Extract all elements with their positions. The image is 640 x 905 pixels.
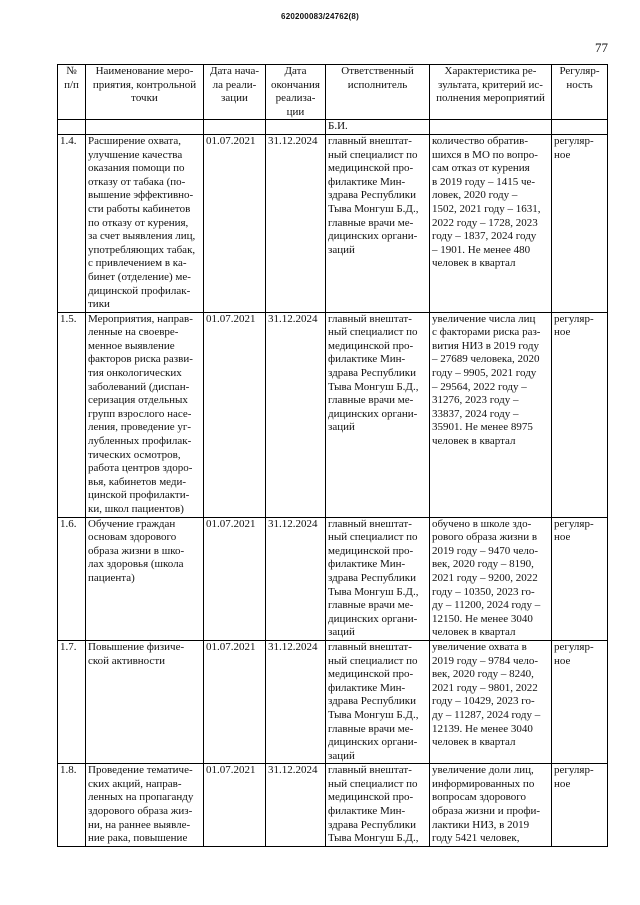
row-start-date: 01.07.2021 <box>204 134 266 312</box>
header-start-date: Дата нача- ла реали- зации <box>204 65 266 120</box>
row-regularity: регуляр- ное <box>552 517 608 640</box>
row-result: увеличение доли лиц, информированных по вопросам здорового образа жизни и профи- лактики НИЗ, в 2019 году 5421 человек, <box>430 764 552 847</box>
row-number: 1.5. <box>58 312 86 517</box>
page-number: 77 <box>595 40 608 55</box>
table-row-continuation <box>58 120 608 135</box>
row-result: увеличение охвата в 2019 году – 9784 чело- век, 2020 году – 8240, 2021 году – 9801, 2022 году – 10429, 2023 го- ду – 11287, 2024 году – 12139. Не менее 3040 человек в квартал <box>430 640 552 763</box>
header-result: Характеристика ре- зультата, критерий ис- полнения мероприятий <box>430 65 552 120</box>
table-header-row <box>58 65 608 120</box>
header-regularity: Регуляр- ность <box>552 65 608 120</box>
row-number: 1.7. <box>58 640 86 763</box>
row-number: 1.8. <box>58 764 86 847</box>
row-result: увеличение числа лиц с факторами риска раз- вития НИЗ в 2019 году – 27689 человека, 2020 году – 9905, 2021 году – 29564, 2022 году – 31276, 2023 году – 33837, 2024 году – 35901. Не менее 8975 человек в квартал <box>430 312 552 517</box>
row-start-date: 01.07.2021 <box>204 764 266 847</box>
row-number: 1.6. <box>58 517 86 640</box>
row-measure-name: Обучение граждан основам здорового образа жизни в шко- лах здоровья (школа пациента) <box>86 517 204 640</box>
table-row <box>58 312 608 517</box>
row-regularity: регуляр- ное <box>552 764 608 847</box>
row-executor: главный внештат- ный специалист по медицинской про- филактике Мин- здрава Республики Тыва Монгуш Б.Д., главные врачи ме- дицинских органи- заций <box>326 312 430 517</box>
header-executor: Ответственный исполнитель <box>326 65 430 120</box>
table-row <box>58 134 608 312</box>
header-name: Наименование меро- приятия, контрольной точки <box>86 65 204 120</box>
row-executor: главный внештат- ный специалист по медицинской про- филактике Мин- здрава Республики Тыва Монгуш Б.Д., главные врачи ме- дицинских органи- заций <box>326 517 430 640</box>
row-number: 1.4. <box>58 134 86 312</box>
row-measure-name: Проведение тематиче- ских акций, направ- ленных на пропаганду здорового образа жиз- ни, на раннее выявле- ние рака, повышение <box>86 764 204 847</box>
row-end-date: 31.12.2024 <box>266 517 326 640</box>
row-end-date: 31.12.2024 <box>266 640 326 763</box>
row-result: количество обратив- шихся в МО по вопро- сам отказ от курения в 2019 году – 1415 че- ловек, 2020 году – 1502, 2021 году – 1631, 2022 году – 1728, 2023 году – 1837, 2024 году – 1901. Не менее 480 человек в квартал <box>430 134 552 312</box>
row-start-date: 01.07.2021 <box>204 312 266 517</box>
table-row <box>58 517 608 640</box>
continuation-executor: Б.И. <box>326 120 430 135</box>
row-regularity: регуляр- ное <box>552 640 608 763</box>
row-regularity: регуляр- ное <box>552 134 608 312</box>
document-id: 620200083/24762(8) <box>281 12 359 21</box>
row-end-date: 31.12.2024 <box>266 134 326 312</box>
header-number: № п/п <box>58 65 86 120</box>
row-executor: главный внештат- ный специалист по медицинской про- филактике Мин- здрава Республики Тыва Монгуш Б.Д., главные врачи ме- дицинских органи- заций <box>326 640 430 763</box>
row-measure-name: Мероприятия, направ- ленные на своевре- менное выявление факторов риска разви- тия онкологических заболеваний (диспан- серизация отдельных групп взрослого насе- ления, проведение уг- лубленных профилак- тических осмотров, работа центров здоро- вья, кабинетов меди- цинской профилакти- ки, школ пациентов) <box>86 312 204 517</box>
row-start-date: 01.07.2021 <box>204 517 266 640</box>
row-result: обучено в школе здо- рового образа жизни в 2019 году – 9470 чело- век, 2020 году – 8190, 2021 году – 9200, 2022 году – 10350, 2023 го- ду – 11200, 2024 году – 12150. Не менее 3040 человек в квартал <box>430 517 552 640</box>
row-start-date: 01.07.2021 <box>204 640 266 763</box>
row-end-date: 31.12.2024 <box>266 764 326 847</box>
measures-table <box>57 64 608 847</box>
row-measure-name: Расширение охвата, улучшение качества оказания помощи по отказу от табака (по- вышение эффективно- сти работы кабинетов по отказу от курения, за счет выявления лиц, употребляющих табак, с привлечением в ка- бинет (отделение) ме- дицинской профилак- тики <box>86 134 204 312</box>
table-row <box>58 764 608 847</box>
header-end-date: Дата окончания реализа- ции <box>266 65 326 120</box>
row-executor: главный внештат- ный специалист по медицинской про- филактике Мин- здрава Республики Тыва Монгуш Б.Д., <box>326 764 430 847</box>
row-executor: главный внештат- ный специалист по медицинской про- филактике Мин- здрава Республики Тыва Монгуш Б.Д., главные врачи ме- дицинских органи- заций <box>326 134 430 312</box>
table-row <box>58 640 608 763</box>
row-measure-name: Повышение физиче- ской активности <box>86 640 204 763</box>
row-regularity: регуляр- ное <box>552 312 608 517</box>
row-end-date: 31.12.2024 <box>266 312 326 517</box>
